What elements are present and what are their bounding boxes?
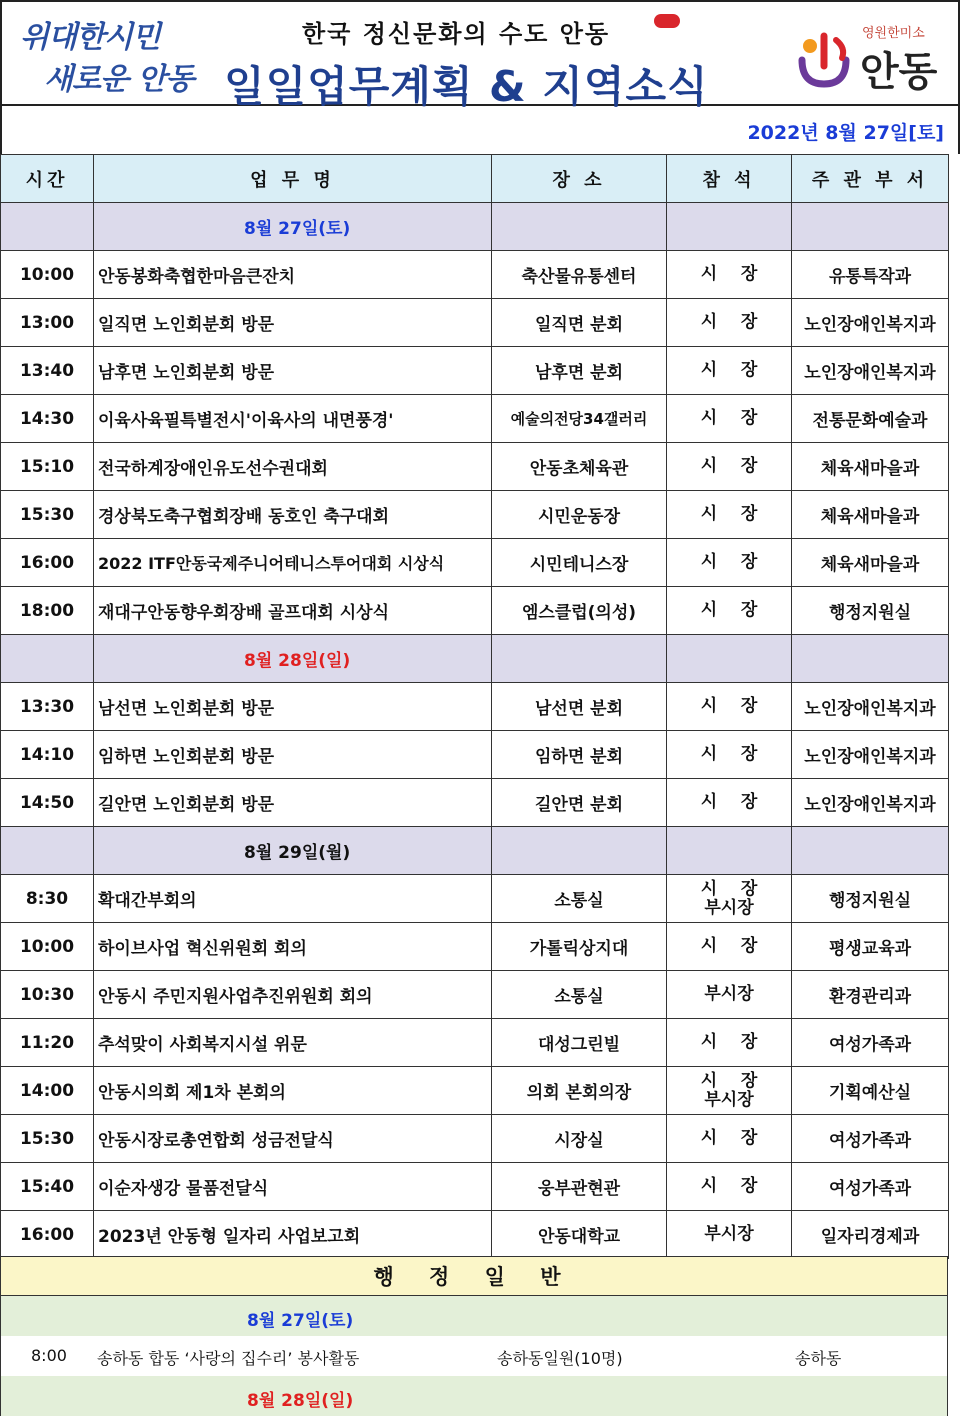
event-time: 10:30 xyxy=(1,971,94,1019)
event-place: 가톨릭상지대 xyxy=(492,923,667,971)
event-task: 남선면 노인회분회 방문 xyxy=(94,683,492,731)
attendee-line-2: 부시장 xyxy=(704,897,754,918)
table-row xyxy=(1,1115,949,1163)
event-attendee xyxy=(667,971,792,1019)
report-date: 2022년 8월 27일[토] xyxy=(747,122,944,144)
event-task: 전국하계장애인유도선수권대회 xyxy=(94,443,492,491)
event-place: 안동초체육관 xyxy=(492,443,667,491)
event-dept: 노인장애인복지과 xyxy=(792,683,949,731)
attendee-line: 시 장 xyxy=(700,1176,758,1196)
slogan xyxy=(18,12,208,102)
day-row xyxy=(1,827,949,875)
admin-day-label: 8월 27일(토) xyxy=(247,1311,354,1331)
col-header-time: 시간 xyxy=(1,155,94,203)
event-attendee xyxy=(667,779,792,827)
event-place: 웅부관현관 xyxy=(492,1163,667,1211)
attendee-line: 시 장 xyxy=(700,600,758,620)
attendee-line: 시 장 xyxy=(700,744,758,764)
event-dept: 유통특작과 xyxy=(792,251,949,299)
event-place: 예술의전당34갤러리 xyxy=(492,395,667,443)
admin-day-row xyxy=(0,1296,948,1336)
event-place: 시민운동장 xyxy=(492,491,667,539)
event-attendee xyxy=(667,299,792,347)
col-header-dept: 주 관 부 서 xyxy=(792,155,949,203)
attendee-line: 시 장 xyxy=(700,1070,758,1091)
event-dept: 행정지원실 xyxy=(792,587,949,635)
day-row-cell xyxy=(667,635,792,683)
attendee-line: 시 장 xyxy=(700,696,758,716)
event-attendee xyxy=(667,875,792,923)
event-attendee xyxy=(667,395,792,443)
table-row xyxy=(1,683,949,731)
event-time: 14:10 xyxy=(1,731,94,779)
event-place: 축산물유통센터 xyxy=(492,251,667,299)
event-place: 남선면 분회 xyxy=(492,683,667,731)
event-attendee xyxy=(667,1067,792,1115)
attendee-line-2: 부시장 xyxy=(704,1089,754,1110)
table-header-row xyxy=(1,155,949,203)
table-row xyxy=(1,1211,949,1259)
event-task: 안동시 주민지원사업추진위원회 회의 xyxy=(94,971,492,1019)
day-row-cell xyxy=(792,635,949,683)
event-task: 추석맞이 사회복지시설 위문 xyxy=(94,1019,492,1067)
event-place: 안동대학교 xyxy=(492,1211,667,1259)
event-dept: 일자리경제과 xyxy=(792,1211,949,1259)
event-dept: 노인장애인복지과 xyxy=(792,347,949,395)
seal-stamp-icon xyxy=(654,14,680,28)
event-task: 길안면 노인회분회 방문 xyxy=(94,779,492,827)
date-line xyxy=(0,106,960,154)
event-time: 15:30 xyxy=(1,491,94,539)
day-label: 8월 27일(토) xyxy=(94,203,492,251)
event-time: 14:00 xyxy=(1,1067,94,1115)
attendee-line: 부시장 xyxy=(704,1224,754,1244)
slogan-line-2: 새로운 안동 xyxy=(44,62,194,97)
event-task: 하이브사업 혁신위원회 회의 xyxy=(94,923,492,971)
event-time: 15:10 xyxy=(1,443,94,491)
admin-item-time: 8:00 xyxy=(31,1346,67,1365)
city-logo xyxy=(792,20,942,100)
event-place: 소통실 xyxy=(492,875,667,923)
event-attendee xyxy=(667,731,792,779)
event-attendee xyxy=(667,1115,792,1163)
table-row xyxy=(1,587,949,635)
event-time: 15:30 xyxy=(1,1115,94,1163)
event-place: 길안면 분회 xyxy=(492,779,667,827)
event-dept: 체육새마을과 xyxy=(792,539,949,587)
event-time: 10:00 xyxy=(1,923,94,971)
attendee-line: 시 장 xyxy=(700,360,758,380)
table-row xyxy=(1,539,949,587)
day-row-cell xyxy=(492,827,667,875)
admin-section-title: 행 정 일 반 xyxy=(0,1256,948,1296)
attendee-line: 시 장 xyxy=(700,552,758,572)
attendee-line: 시 장 xyxy=(700,878,758,899)
table-row xyxy=(1,731,949,779)
event-task: 2023년 안동형 일자리 사업보고회 xyxy=(94,1211,492,1259)
event-time: 13:00 xyxy=(1,299,94,347)
event-place: 시민테니스장 xyxy=(492,539,667,587)
col-header-place: 장 소 xyxy=(492,155,667,203)
table-row xyxy=(1,347,949,395)
table-row xyxy=(1,299,949,347)
event-task: 일직면 노인회분회 방문 xyxy=(94,299,492,347)
admin-item-place: 송하동일원(10명) xyxy=(497,1349,623,1368)
slogan-line-1: 위대한시민 xyxy=(20,20,160,55)
day-row-cell xyxy=(1,827,94,875)
table-row xyxy=(1,251,949,299)
event-attendee xyxy=(667,1019,792,1067)
event-dept: 행정지원실 xyxy=(792,875,949,923)
event-dept: 여성가족과 xyxy=(792,1019,949,1067)
day-row-cell xyxy=(792,827,949,875)
event-place: 의회 본회의장 xyxy=(492,1067,667,1115)
attendee-line: 시 장 xyxy=(700,792,758,812)
admin-item-task: 송하동 합동 ‘사랑의 집수리’ 봉사활동 xyxy=(97,1349,360,1368)
event-place: 대성그린빌 xyxy=(492,1019,667,1067)
logo-name: 안동 xyxy=(860,49,938,95)
table-row xyxy=(1,923,949,971)
event-task: 안동봉화축협한마음큰잔치 xyxy=(94,251,492,299)
event-dept: 평생교육과 xyxy=(792,923,949,971)
day-row-cell xyxy=(492,635,667,683)
event-dept: 전통문화예술과 xyxy=(792,395,949,443)
event-time: 16:00 xyxy=(1,539,94,587)
event-task: 이순자생강 물품전달식 xyxy=(94,1163,492,1211)
day-label: 8월 29일(월) xyxy=(94,827,492,875)
event-task: 안동시장로총연합회 성금전달식 xyxy=(94,1115,492,1163)
event-time: 11:20 xyxy=(1,1019,94,1067)
day-row-cell xyxy=(1,635,94,683)
attendee-line: 시 장 xyxy=(700,504,758,524)
attendee-line: 시 장 xyxy=(700,408,758,428)
admin-day-label: 8월 28일(일) xyxy=(247,1391,354,1411)
event-dept: 노인장애인복지과 xyxy=(792,299,949,347)
schedule-table xyxy=(0,154,949,1259)
event-time: 14:30 xyxy=(1,395,94,443)
table-row xyxy=(1,491,949,539)
day-row-cell xyxy=(1,203,94,251)
event-time: 13:40 xyxy=(1,347,94,395)
event-place: 소통실 xyxy=(492,971,667,1019)
andong-logo-icon xyxy=(792,26,856,90)
event-dept: 여성가족과 xyxy=(792,1163,949,1211)
event-place: 시장실 xyxy=(492,1115,667,1163)
event-attendee xyxy=(667,539,792,587)
event-time: 18:00 xyxy=(1,587,94,635)
table-row xyxy=(1,1067,949,1115)
event-place: 임하면 분회 xyxy=(492,731,667,779)
event-attendee xyxy=(667,923,792,971)
table-row xyxy=(1,875,949,923)
admin-day-row xyxy=(0,1376,948,1416)
day-row-cell xyxy=(667,203,792,251)
event-attendee xyxy=(667,683,792,731)
attendee-line: 시 장 xyxy=(700,1128,758,1148)
event-dept: 체육새마을과 xyxy=(792,491,949,539)
event-place: 일직면 분회 xyxy=(492,299,667,347)
logo-tagline: 영원한미소 xyxy=(862,26,925,41)
event-dept: 기획예산실 xyxy=(792,1067,949,1115)
event-time: 10:00 xyxy=(1,251,94,299)
col-header-attendee: 참 석 xyxy=(667,155,792,203)
table-row xyxy=(1,443,949,491)
event-dept: 환경관리과 xyxy=(792,971,949,1019)
event-time: 8:30 xyxy=(1,875,94,923)
event-task: 임하면 노인회분회 방문 xyxy=(94,731,492,779)
attendee-line: 시 장 xyxy=(700,456,758,476)
day-row xyxy=(1,635,949,683)
event-attendee xyxy=(667,587,792,635)
admin-item-dept: 송하동 xyxy=(795,1349,842,1368)
admin-item-row xyxy=(0,1336,948,1376)
event-task: 경상북도축구협회장배 동호인 축구대회 xyxy=(94,491,492,539)
page-header xyxy=(0,0,960,111)
page-subtitle: 한국 정신문화의 수도 안동 xyxy=(302,20,611,48)
event-task: 확대간부회의 xyxy=(94,875,492,923)
attendee-line: 시 장 xyxy=(700,312,758,332)
attendee-line: 시 장 xyxy=(700,1032,758,1052)
col-header-task: 업 무 명 xyxy=(94,155,492,203)
table-row xyxy=(1,1019,949,1067)
event-dept: 노인장애인복지과 xyxy=(792,731,949,779)
page-title: 일일업무계획 & 지역소식 xyxy=(224,62,709,111)
attendee-line: 시 장 xyxy=(700,936,758,956)
attendee-line: 부시장 xyxy=(704,984,754,1004)
event-time: 16:00 xyxy=(1,1211,94,1259)
table-row xyxy=(1,971,949,1019)
event-attendee xyxy=(667,1163,792,1211)
day-row xyxy=(1,203,949,251)
event-dept: 노인장애인복지과 xyxy=(792,779,949,827)
day-row-cell xyxy=(492,203,667,251)
event-task: 남후면 노인회분회 방문 xyxy=(94,347,492,395)
table-row xyxy=(1,1163,949,1211)
event-place: 엠스클럽(의성) xyxy=(492,587,667,635)
event-task: 안동시의회 제1차 본회의 xyxy=(94,1067,492,1115)
event-dept: 체육새마을과 xyxy=(792,443,949,491)
event-attendee xyxy=(667,347,792,395)
day-row-cell xyxy=(792,203,949,251)
event-time: 13:30 xyxy=(1,683,94,731)
event-attendee xyxy=(667,491,792,539)
event-time: 14:50 xyxy=(1,779,94,827)
event-place: 남후면 분회 xyxy=(492,347,667,395)
table-row xyxy=(1,779,949,827)
event-attendee xyxy=(667,251,792,299)
event-attendee xyxy=(667,1211,792,1259)
event-task: 이육사육필특별전시'이육사의 내면풍경' xyxy=(94,395,492,443)
event-dept: 여성가족과 xyxy=(792,1115,949,1163)
event-task: 2022 ITF안동국제주니어테니스투어대회 시상식 xyxy=(94,539,492,587)
event-task: 재대구안동향우회장배 골프대회 시상식 xyxy=(94,587,492,635)
event-attendee xyxy=(667,443,792,491)
attendee-line: 시 장 xyxy=(700,264,758,284)
table-row xyxy=(1,395,949,443)
event-time: 15:40 xyxy=(1,1163,94,1211)
day-row-cell xyxy=(667,827,792,875)
day-label: 8월 28일(일) xyxy=(94,635,492,683)
